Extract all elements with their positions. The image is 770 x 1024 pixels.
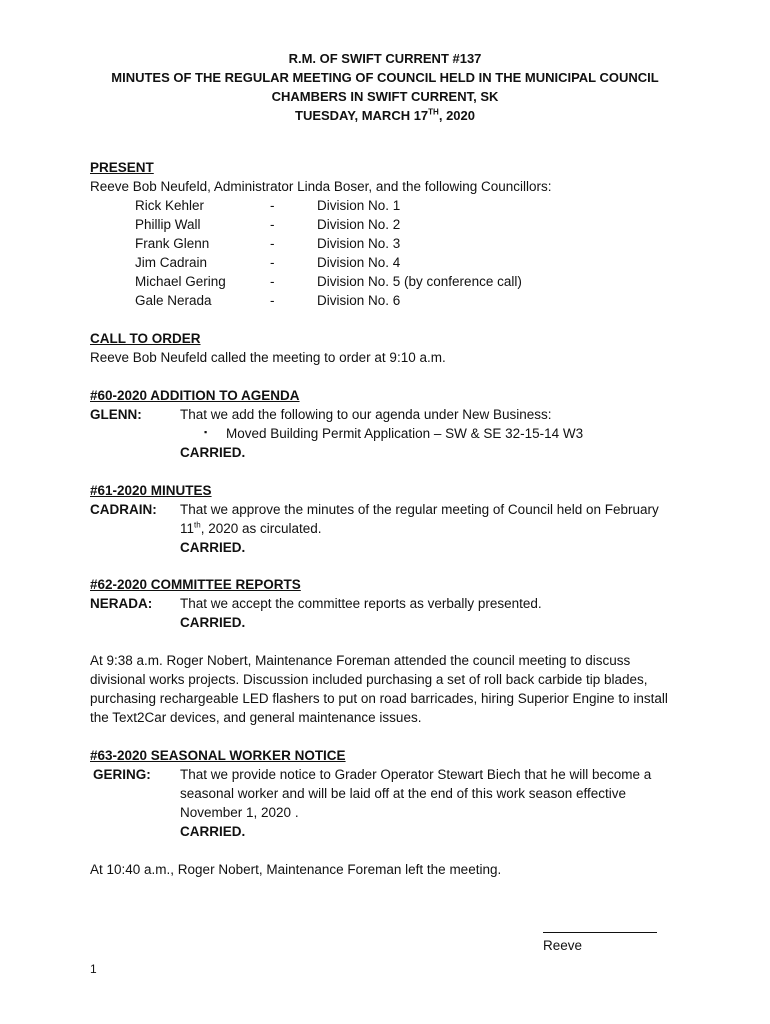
header-line-4: TUESDAY, MARCH 17TH, 2020 [295, 107, 475, 123]
motion-61-mover: CADRAIN: [90, 502, 157, 517]
motion-63-mover: GERING: [93, 767, 151, 782]
motion-60-mover: GLENN: [90, 407, 142, 422]
present-heading: PRESENT [90, 160, 154, 175]
motion-63-text-1: That we provide notice to Grader Operator Stewart Biech that he will become a [180, 767, 652, 782]
motion-60-text: That we add the following to our agenda under New Business: [180, 407, 552, 422]
discussion-line-2: divisional works projects. Discussion included purchasing a set of roll back carbide tip blades, [90, 672, 648, 687]
motion-62-mover: NERADA: [90, 596, 153, 611]
motion-63-text-3: November 1, 2020 . [180, 805, 299, 820]
motion-61-carried: CARRIED. [180, 540, 246, 555]
signature-label: Reeve [543, 938, 583, 953]
motion-61-heading: #61-2020 MINUTES [90, 483, 212, 498]
document-page: R.M. OF SWIFT CURRENT #137 MINUTES OF THE REGULAR MEETING OF COUNCIL HELD IN THE MUNICIPAL COUNCIL CHAMBERS IN SWIFT CURRENT, SK TUESDAY, MARCH 17TH, 2020 PRESENT Reeve Bob Neufeld, Administrator Linda Boser, and the following Councillors: Rick Kehler - Division No. 1 Phillip Wall - Division No. 2 Frank Glenn - Division No. 3 Jim Cadrain - Division No. 4 Michael Gering - Division No. 5 (by conference call) Gale Nerada - Division No. 6 CALL TO ORDER Reeve Bob Neufeld called the meeting to order at 9:10 a.m. #60-2020 ADDITION TO AGENDA GLENN: That we add the following to our agenda under New Business: ▪ Moved Building Permit Application – SW & SE 32-15-14 W3 CARRIED. #61-2020 MINUTES CADRAIN: That we approve the minutes of the regular meeting of Council held on February 11th, 2020 as circulated. CARRIED. #62-2020 COMMITTEE REPORTS NERADA: That we accept the committee reports as verbally presented. CARRIED. At 9:38 a.m. Roger Nobert, Maintenance Foreman attended the council meeting to discuss divisional works projects. Discussion included purchasing a set of roll back carbide tip blades, purchasing rechargeable LED flashers to put on road barricades, hiring Superior Engine to install the Text2Car devices, and general maintenance issues. #63-2020 SEASONAL WORKER NOTICE GERING: That we provide notice to Grader Operator Stewart Biech that he will become a seasonal worker and will be laid off at the end of this work season effective November 1, 2020 . CARRIED. At 10:40 a.m., Roger Nobert, Maintenance Foreman left the meeting. Reeve 1 [0, 0, 770, 1024]
motion-62-text: That we accept the committee reports as verbally presented. [180, 596, 542, 611]
header-line-1: R.M. OF SWIFT CURRENT #137 [288, 51, 482, 66]
motion-60-bullet-item: Moved Building Permit Application – SW & SE 32-15-14 W3 [226, 426, 584, 441]
motion-63-heading: #63-2020 SEASONAL WORKER NOTICE [90, 748, 346, 763]
motion-62-heading: #62-2020 COMMITTEE REPORTS [90, 577, 301, 592]
call-to-order-heading: CALL TO ORDER [90, 331, 201, 346]
motion-62-carried: CARRIED. [180, 615, 246, 630]
document-header [0, 49, 770, 125]
motion-61-text-2: 11th, 2020 as circulated. [180, 520, 322, 536]
motion-60-heading: #60-2020 ADDITION TO AGENDA [90, 388, 300, 403]
bullet-icon: ▪ [204, 427, 208, 437]
motion-63-text-2: seasonal worker and will be laid off at the end of this work season effective [180, 786, 627, 801]
motion-63-carried: CARRIED. [180, 824, 246, 839]
header-line-3: CHAMBERS IN SWIFT CURRENT, SK [271, 89, 499, 104]
signature-line [543, 932, 657, 933]
discussion-line-4: the Text2Car devices, and general maintenance issues. [90, 710, 422, 725]
call-to-order-text: Reeve Bob Neufeld called the meeting to order at 9:10 a.m. [90, 350, 446, 365]
discussion-line-3: purchasing rechargeable LED flashers to put on road barricades, hiring Superior Engine to install [90, 691, 668, 706]
motion-60-carried: CARRIED. [180, 445, 246, 460]
present-intro: Reeve Bob Neufeld, Administrator Linda Boser, and the following Councillors: [90, 179, 552, 194]
page-number: 1 [90, 962, 97, 976]
departure-note: At 10:40 a.m., Roger Nobert, Maintenance Foreman left the meeting. [90, 862, 502, 877]
motion-61-text-1: That we approve the minutes of the regular meeting of Council held on February [180, 502, 659, 517]
discussion-line-1: At 9:38 a.m. Roger Nobert, Maintenance Foreman attended the council meeting to discuss [90, 653, 631, 668]
header-line-2: MINUTES OF THE REGULAR MEETING OF COUNCIL HELD IN THE MUNICIPAL COUNCIL [111, 70, 659, 85]
